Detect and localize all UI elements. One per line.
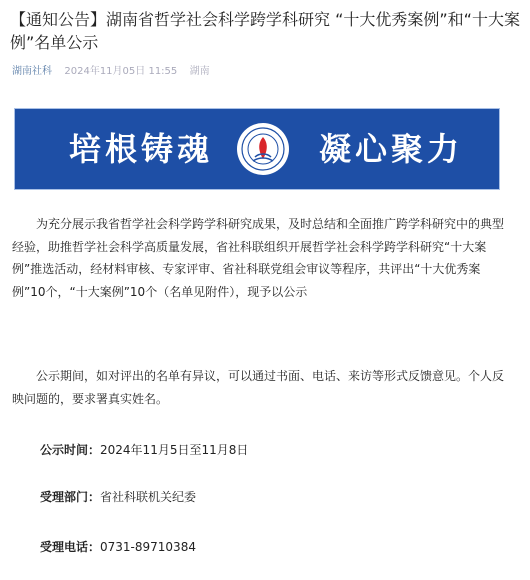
body-paragraph-2: 公示期间，如对评出的名单有异议，可以通过书面、电话、来访等形式反馈意见。个人反映问题的，要求署真实姓名。	[12, 369, 505, 406]
article-meta	[12, 62, 210, 77]
header-banner	[14, 108, 500, 190]
phone-label: 受理电话：	[40, 540, 101, 554]
article-title: 【通知公告】湖南省哲学社会科学跨学科研究 “十大优秀案例”和“十大案例”名单公示	[10, 10, 520, 52]
association-emblem-icon	[235, 121, 291, 177]
period-value: 2024年11月5日至11月8日	[100, 443, 249, 457]
period-label: 公示时间：	[40, 443, 101, 457]
phone-value: 0731-89710384	[100, 540, 196, 554]
source-link[interactable]: 湖南社科	[12, 66, 52, 77]
dept-label: 受理部门：	[40, 490, 101, 504]
dept-field	[40, 487, 196, 507]
banner-left-slogan: 培根铸魂	[69, 130, 214, 168]
publish-datetime: 2024年11月05日 11:55	[64, 66, 178, 77]
banner-right-slogan: 凝心聚力	[319, 130, 464, 168]
phone-field	[40, 537, 196, 557]
body-paragraph-1: 为充分展示我省哲学社会科学跨学科研究成果，及时总结和全面推广跨学科研究中的典型经验，助推哲学社会科学高质量发展，省社科联组织开展哲学社会科学跨学科研究“十大案例”推选活动，经材料审核、专家评审、省社科联党组会审议等程序，共评出“十大优秀案例”10个，“十大案例”10个（名单见附件），现予以公示	[12, 217, 505, 299]
publish-location: 湖南	[189, 66, 210, 77]
period-field	[40, 440, 248, 460]
dept-value: 省社科联机关纪委	[100, 490, 197, 504]
